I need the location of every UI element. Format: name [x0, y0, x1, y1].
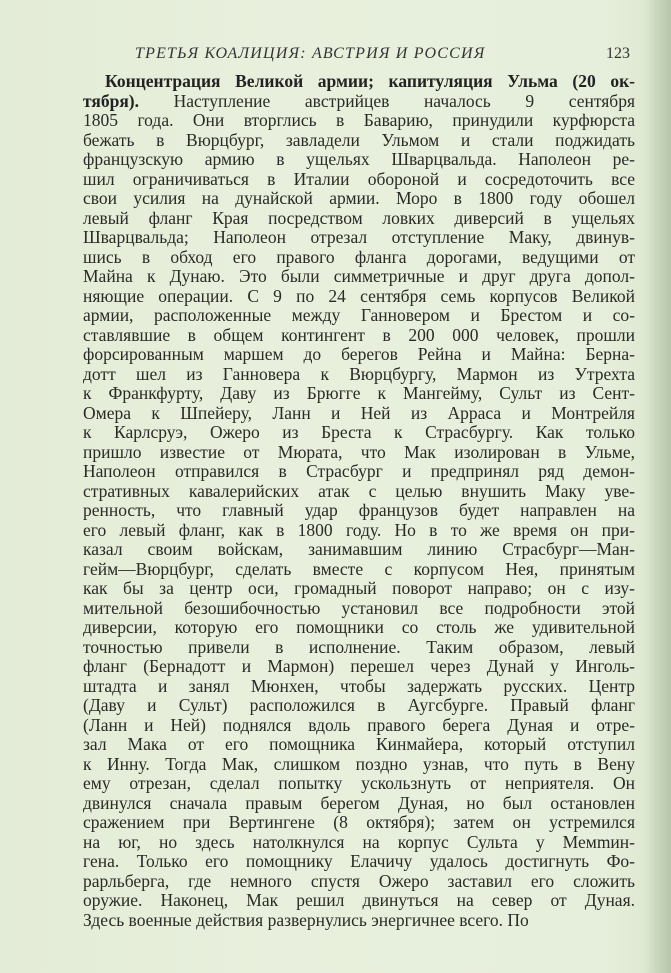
text-line	[83, 755, 635, 775]
text-line	[83, 150, 635, 170]
text-line	[83, 482, 635, 502]
text-line	[83, 443, 635, 463]
text-line	[83, 189, 635, 209]
text-line-content: двинулся сначала правым берегом Дуная, но был остановлен	[83, 792, 635, 813]
text-line	[83, 267, 635, 287]
text-line-content: (Ланн и Ней) поднялся вдоль правого берега Дуная и отре-	[83, 714, 635, 735]
text-line-content: гена. Только его помощнику Елачичу удалось достигнуть Фо-	[83, 851, 635, 871]
text-line	[83, 111, 635, 131]
text-line	[83, 345, 635, 365]
text-line	[83, 599, 635, 619]
text-line	[83, 92, 635, 112]
page-header	[135, 45, 630, 69]
section-heading-continued: тября).	[83, 90, 139, 111]
text-line	[83, 696, 635, 716]
text-line-content: рарльберга, где немного спустя Ожеро заставил его сложить	[83, 870, 635, 891]
text-line-content: точностью привели в исполнение. Таким образом, левый	[83, 636, 635, 657]
text-line-content: пришло известие от Мюрата, что Мак изолирован в Ульме,	[83, 441, 635, 462]
text-line-content: стративных кавалерийских атак с целью внушить Маку уве-	[83, 480, 635, 501]
text-line-content: оружие. Наконец, Мак решил двинуться на север от Дуная.	[83, 890, 635, 910]
text-line	[83, 462, 635, 482]
section-heading: Концентрация Великой армии; капитуляция Ульма (20 ок-	[105, 71, 635, 91]
page-number: 123	[606, 45, 630, 62]
text-line	[83, 521, 635, 541]
text-line	[83, 774, 635, 794]
text-line-content: левый фланг Края посредством ловких диверсий в ущельях	[83, 207, 635, 228]
text-line	[83, 228, 635, 248]
text-line-content: дотт шел из Ганновера к Вюрцбургу, Мармон из Утрехта	[83, 363, 635, 384]
text-line-content: зал Мака от его помощника Кинмайера, который отступил	[83, 734, 635, 754]
text-line	[83, 248, 635, 268]
text-line	[83, 560, 635, 580]
body-text	[83, 72, 635, 930]
text-line-content: ренность, что главный удар французов будет направлен на	[83, 500, 635, 520]
text-line-content: гейм—Вюрцбург, сделать вместе с корпусом Нея, принятым	[83, 558, 635, 579]
text-line-content: ему отрезан, сделал попытку ускользнуть от неприятеля. Он	[83, 773, 635, 793]
text-line-content: Омера к Шпейеру, Ланн и Ней из Арраса и Монтрейля	[83, 402, 635, 423]
text-line	[83, 170, 635, 190]
text-line	[83, 287, 635, 307]
text-line	[83, 813, 635, 833]
text-line-content: как бы за центр оси, громадный поворот направо; он с изу-	[83, 578, 635, 598]
text-line	[83, 872, 635, 892]
text-line	[83, 638, 635, 658]
text-line-content: армии, расположенные между Ганновером и Брестом и со-	[83, 305, 635, 325]
text-line	[83, 716, 635, 736]
text-line	[83, 618, 635, 638]
text-line-content: Шварцвальда; Наполеон отрезал отступление Маку, двинув-	[83, 227, 635, 247]
text-line-content: Майна к Дунаю. Это были симметричные и друг друга допол-	[83, 266, 635, 286]
running-title: ТРЕТЬЯ КОАЛИЦИЯ: АВСТРИЯ И РОССИЯ	[135, 45, 486, 62]
text-line	[83, 404, 635, 424]
text-line-content: французскую армию в ущельях Шварцвальда. Наполеон ре-	[83, 149, 635, 169]
text-line	[83, 833, 635, 853]
text-line	[83, 326, 635, 346]
text-line-content: (Даву и Сульт) расположился в Аугсбурге. Правый фланг	[83, 695, 635, 715]
text-line-content: фланг (Бернадотт и Мармон) перешел через Дунай у Инголь-	[83, 656, 635, 676]
text-line-content: диверсии, которую его помощники со столь же удивительной	[83, 617, 635, 637]
text-line	[83, 579, 635, 599]
text-line	[83, 891, 635, 911]
text-line-content: казал своим войскам, занимавшим линию Страсбург—Ман-	[83, 539, 635, 559]
text-line-content: шись в обход его правого фланга дорогами, ведущими от	[83, 246, 635, 267]
text-line	[83, 384, 635, 404]
text-line-content: бежать в Вюрцбург, завладели Ульмом и стали поджидать	[83, 129, 635, 150]
text-line	[83, 306, 635, 326]
text-line	[83, 540, 635, 560]
text-line	[83, 209, 635, 229]
text-line-content: штадта и занял Мюнхен, чтобы задержать русских. Центр	[83, 675, 635, 696]
text-line-content: ставлявшие в общем контингент в 200 000 человек, прошли	[83, 324, 635, 345]
text-line-content: свои усилия на дунайской армии. Моро в 1800 году обошел	[83, 188, 635, 208]
text-line-content: его левый фланг, как в 1800 году. Но в то же время он при-	[83, 519, 635, 540]
text-line-content: к Франкфурту, Даву из Брюгге к Мангейму, Сульт из Сент-	[83, 383, 635, 403]
text-line	[83, 852, 635, 872]
text-line	[83, 501, 635, 521]
text-line	[83, 735, 635, 755]
text-line	[83, 911, 635, 931]
text-line-content: к Инну. Тогда Мак, слишком поздно узнав, что путь в Вену	[83, 753, 635, 774]
text-line-content: к Карлсруэ, Ожеро из Бреста к Страсбургу. Как только	[83, 422, 635, 442]
text-line-content: Здесь военные действия развернулись энергичнее всего. По	[83, 909, 529, 930]
text-line	[83, 72, 635, 92]
text-line	[83, 657, 635, 677]
text-line	[83, 131, 635, 151]
text-line-content: мительной безошибочностью установил все подробности этой	[83, 597, 635, 618]
text-line-content: шил ограничиваться в Италии обороной и сосредоточить все	[83, 168, 635, 189]
text-line-content: сражением при Вертингене (8 октября); затем он устремился	[83, 812, 635, 832]
text-run: Наступление австрийцев началось 9 сентября	[173, 90, 635, 111]
text-line-content: на юг, но здесь натолкнулся на корпус Сульта у Мемmин-	[83, 831, 635, 852]
text-line-content: Наполеон отправился в Страсбург и предпринял ряд демон-	[83, 461, 635, 481]
text-line	[83, 365, 635, 385]
text-line	[83, 677, 635, 697]
text-line	[83, 423, 635, 443]
text-line-content: няющие операции. С 9 по 24 сентября семь корпусов Великой	[83, 285, 635, 306]
text-line	[83, 794, 635, 814]
text-line-content: форсированным маршем до берегов Рейна и Майна: Берна-	[83, 344, 635, 364]
text-line-content: 1805 года. Они вторглись в Баварию, принудили курфюрста	[83, 110, 635, 130]
